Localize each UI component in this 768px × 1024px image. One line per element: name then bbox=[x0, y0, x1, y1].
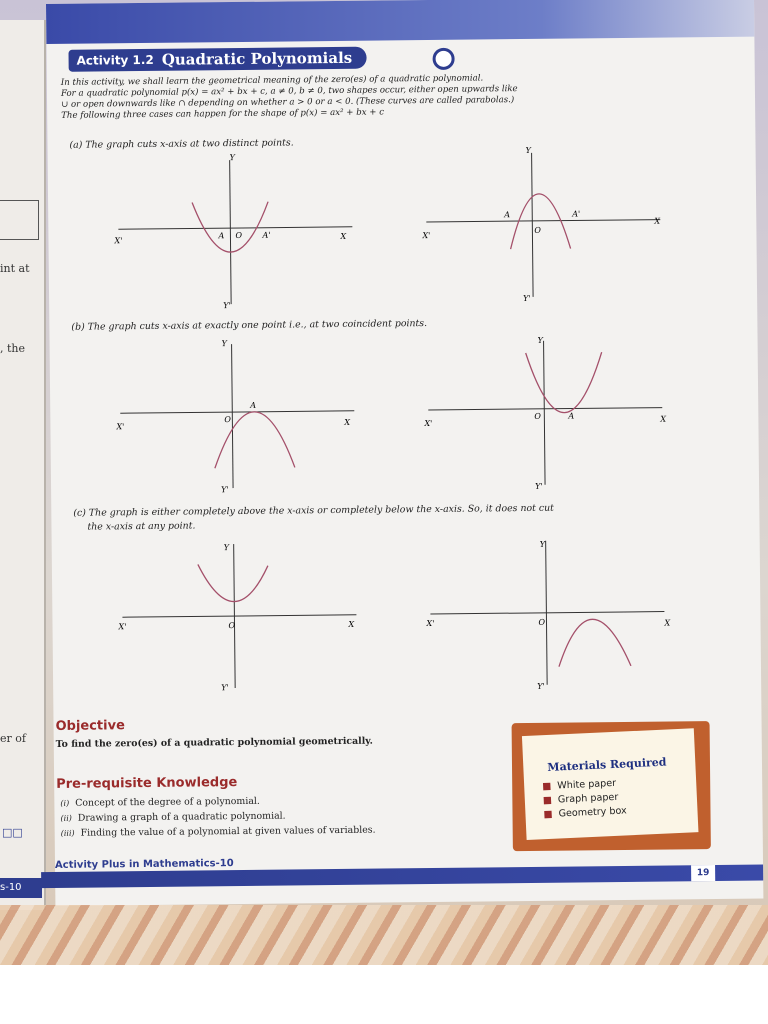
point-a-label: A bbox=[568, 411, 575, 421]
x-neg-label: X' bbox=[424, 418, 433, 429]
y-neg-label: Y' bbox=[537, 681, 545, 691]
y-axis bbox=[544, 341, 546, 485]
x-axis bbox=[122, 615, 356, 617]
y-label: Y bbox=[539, 539, 546, 549]
materials-board bbox=[512, 721, 711, 851]
y-label: Y bbox=[229, 153, 235, 163]
y-label: Y bbox=[223, 543, 230, 553]
point-a-label: A bbox=[250, 400, 257, 410]
intro-line: For a quadratic polynomial p(x) = ax² + bx + c, a ≠ 0, b ≠ 0, two shapes occur, either open upwards like bbox=[60, 84, 518, 99]
item-number: (ii) bbox=[60, 813, 72, 823]
book-page bbox=[46, 0, 763, 906]
x-neg-label: X' bbox=[114, 236, 123, 246]
graph-c-above bbox=[116, 535, 368, 698]
origin-label: O bbox=[538, 617, 546, 627]
list-item bbox=[542, 777, 626, 792]
footer-book-title: Activity Plus in Mathematics-10 bbox=[54, 858, 234, 871]
x-axis bbox=[428, 408, 662, 410]
graph-a-downward bbox=[420, 143, 672, 306]
activity-title bbox=[68, 47, 366, 72]
x-label: X bbox=[664, 618, 671, 628]
activity-heading: Quadratic Polynomials bbox=[161, 48, 353, 69]
graph-a-upward bbox=[112, 151, 364, 314]
page-number: 19 bbox=[691, 865, 715, 881]
material-name: Geometry box bbox=[558, 805, 627, 820]
x-label: X bbox=[660, 414, 667, 424]
y-axis bbox=[232, 344, 234, 488]
item-text: Finding the value of a polynomial at given values of variables. bbox=[80, 824, 376, 839]
left-page-box bbox=[0, 200, 39, 240]
intro-line: In this activity, we shall learn the geometrical meaning of the zero(es) of a quadratic polynomial. bbox=[60, 73, 484, 88]
left-page-edge bbox=[0, 20, 46, 910]
left-page-text: er of bbox=[0, 732, 26, 745]
x-neg-label: X' bbox=[118, 622, 127, 632]
y-neg-label: Y' bbox=[221, 683, 229, 693]
y-label: Y bbox=[537, 335, 543, 345]
graph-b-upward bbox=[421, 331, 673, 494]
y-axis bbox=[230, 160, 232, 304]
origin-label: O bbox=[534, 411, 541, 421]
materials-note bbox=[522, 728, 699, 840]
parabola-curve bbox=[510, 194, 571, 250]
x-axis bbox=[120, 411, 354, 413]
parabola-curve bbox=[198, 564, 268, 602]
parabola-curve bbox=[526, 352, 603, 413]
list-item bbox=[543, 791, 627, 806]
bullet-icon: ■ bbox=[542, 794, 553, 807]
carpet-background bbox=[0, 905, 768, 965]
point-a-label: A bbox=[504, 210, 511, 220]
x-neg-label: X' bbox=[116, 422, 125, 432]
prerequisite-list bbox=[60, 795, 375, 843]
point-a-prime-label: A' bbox=[572, 209, 581, 219]
origin-label: O bbox=[534, 225, 542, 235]
y-neg-label: Y' bbox=[523, 293, 531, 304]
item-text: Concept of the degree of a polynomial. bbox=[75, 795, 260, 809]
left-page-text: , the bbox=[0, 342, 26, 355]
x-axis bbox=[118, 227, 352, 229]
x-label: X bbox=[654, 216, 661, 226]
origin-label: O bbox=[235, 230, 243, 241]
x-axis bbox=[430, 612, 664, 614]
item-number: (iii) bbox=[60, 828, 75, 838]
list-item bbox=[60, 795, 375, 809]
x-neg-label: X' bbox=[422, 230, 431, 241]
list-item bbox=[543, 805, 627, 820]
intro-line: ∪ or open downwards like ∩ depending on whether a > 0 or a < 0. (These curves are called parabolas.) bbox=[61, 95, 515, 110]
case-c-caption: (c) The graph is either completely above the x-axis or completely below the x-axis. So, it does not cut bbox=[73, 502, 554, 519]
case-c-caption-cont: the x-axis at any point. bbox=[87, 520, 196, 533]
intro-paragraph bbox=[61, 71, 721, 122]
activity-label: Activity 1.2 bbox=[76, 52, 154, 68]
case-a-caption: (a) The graph cuts x-axis at two distinct points. bbox=[69, 137, 294, 151]
origin-label: O bbox=[228, 621, 236, 631]
bullet-icon: ■ bbox=[541, 780, 552, 793]
case-b-caption: (b) The graph cuts x-axis at exactly one point i.e., at two coincident points. bbox=[71, 318, 428, 333]
x-neg-label: X' bbox=[426, 618, 435, 629]
objective-text: To find the zero(es) of a quadratic polynomial geometrically. bbox=[55, 735, 373, 750]
y-label: Y bbox=[221, 339, 227, 349]
y-neg-label: Y' bbox=[535, 481, 543, 491]
intro-line: The following three cases can happen for the shape of p(x) = ax² + bx + c bbox=[61, 107, 385, 121]
x-label: X bbox=[344, 417, 351, 427]
title-circle-icon bbox=[432, 48, 454, 70]
material-name: White paper bbox=[557, 777, 617, 792]
y-neg-label: Y' bbox=[223, 301, 231, 311]
bullet-icon: ■ bbox=[543, 808, 553, 821]
list-item bbox=[61, 825, 376, 839]
material-name: Graph paper bbox=[557, 791, 619, 806]
x-label: X bbox=[340, 231, 347, 241]
y-axis bbox=[532, 153, 534, 297]
y-neg-label: Y' bbox=[221, 485, 229, 495]
graph-c-below bbox=[424, 531, 676, 694]
parabola-curve bbox=[558, 619, 630, 667]
left-page-squares: □□ bbox=[2, 826, 23, 839]
x-axis bbox=[426, 220, 660, 222]
point-a-prime-label: A' bbox=[262, 230, 271, 240]
item-text: Drawing a graph of a quadratic polynomial. bbox=[77, 810, 286, 824]
materials-list bbox=[542, 777, 627, 823]
y-label: Y bbox=[525, 145, 531, 155]
header-band bbox=[46, 0, 754, 44]
item-number: (i) bbox=[60, 798, 70, 808]
left-page-footer: s-10 bbox=[0, 878, 42, 898]
point-a-label: A bbox=[218, 231, 225, 241]
prerequisite-heading: Pre-requisite Knowledge bbox=[56, 775, 238, 792]
list-item bbox=[60, 810, 375, 824]
x-label: X bbox=[348, 619, 355, 629]
graph-b-downward bbox=[113, 335, 365, 498]
materials-title: Materials Required bbox=[547, 755, 667, 774]
left-page-text: int at bbox=[0, 262, 30, 275]
origin-label: O bbox=[224, 415, 231, 425]
objective-heading: Objective bbox=[55, 718, 125, 734]
